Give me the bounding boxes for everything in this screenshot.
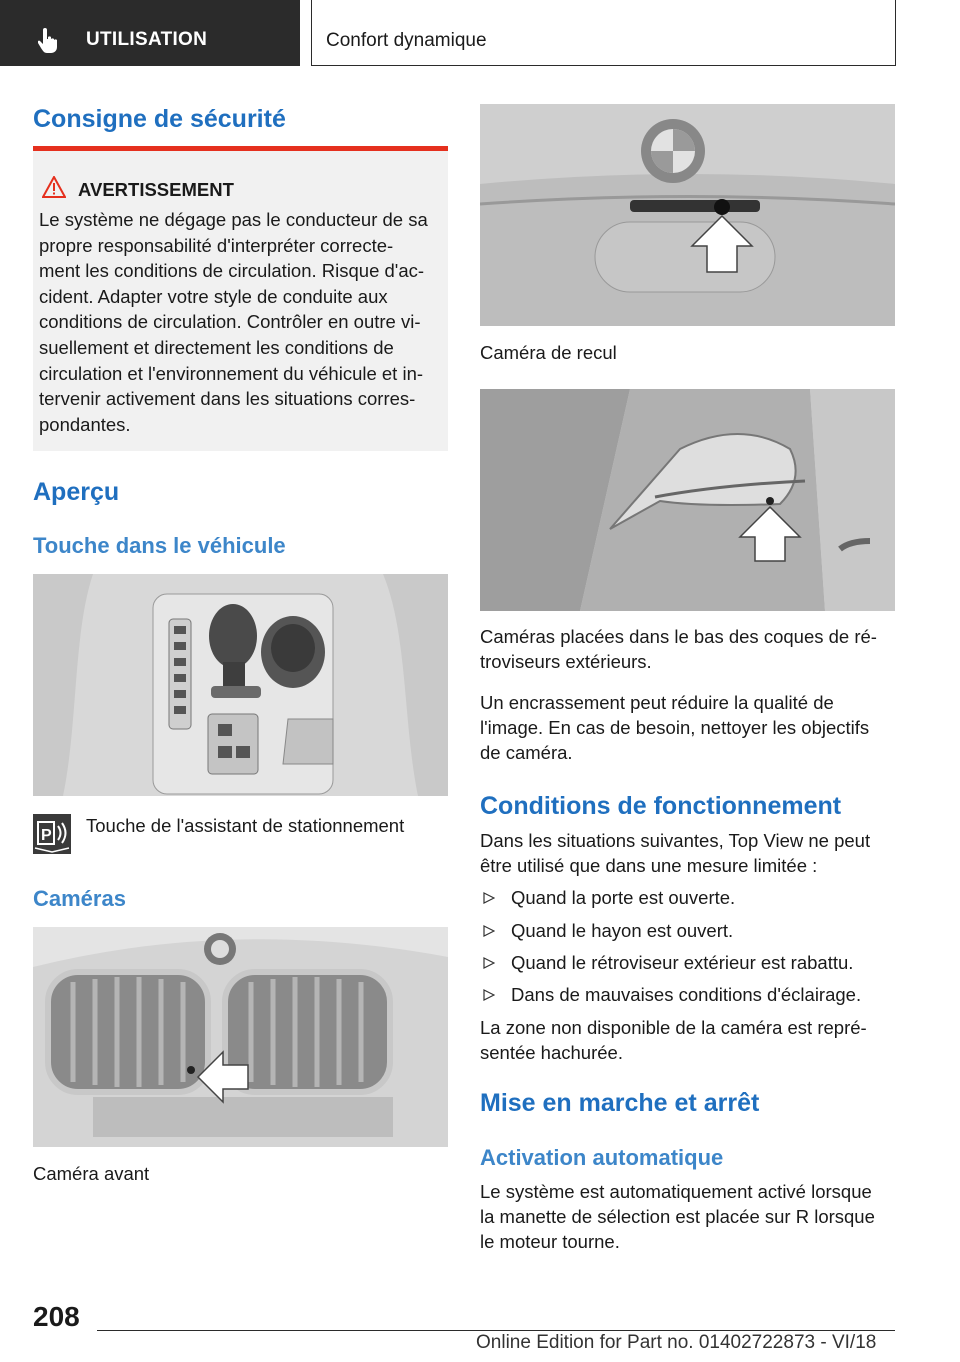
bullet-triangle-icon bbox=[483, 925, 495, 937]
text-line: l'image. En cas de besoin, nettoyer les objectifs bbox=[480, 717, 870, 738]
text-line: Le système est automatiquement activé lorsque bbox=[480, 1181, 872, 1202]
text-line: le moteur tourne. bbox=[480, 1231, 620, 1252]
text-line: de caméra. bbox=[480, 742, 573, 763]
rear-camera-caption: Caméra de recul bbox=[480, 342, 617, 363]
text-line: Dans les situations suivantes, Top View ne peut bbox=[480, 830, 871, 851]
list-item-text: Quand le hayon est ouvert. bbox=[511, 920, 734, 941]
safety-heading: Consigne de sécurité bbox=[33, 105, 286, 133]
console-image bbox=[33, 574, 448, 796]
hand-pointer-icon bbox=[38, 28, 60, 54]
warning-triangle-icon bbox=[42, 176, 66, 198]
conditions-intro bbox=[480, 828, 870, 878]
mirror-caption bbox=[480, 624, 877, 674]
conditions-heading: Conditions de fonctionnement bbox=[480, 792, 842, 820]
svg-text:P: P bbox=[41, 827, 52, 844]
auto-activation-subheading: Activation automatique bbox=[480, 1145, 724, 1170]
text-line: être utilisé que dans une mesure limitée : bbox=[480, 855, 818, 876]
text-line: La zone non disponible de la caméra est repré‐ bbox=[480, 1017, 867, 1038]
list-item-text: Dans de mauvaises conditions d'éclairage. bbox=[511, 984, 862, 1005]
bullet-triangle-icon bbox=[483, 989, 495, 1001]
list-item-text: Quand la porte est ouverte. bbox=[511, 887, 736, 908]
section-tab bbox=[0, 0, 300, 66]
onoff-heading: Mise en marche et arrêt bbox=[480, 1089, 760, 1117]
overview-heading: Aperçu bbox=[33, 478, 120, 506]
bullet-triangle-icon bbox=[483, 892, 495, 904]
bullet-triangle-icon bbox=[483, 957, 495, 969]
chapter-label: Confort dynamique bbox=[326, 30, 487, 51]
warning-line: circulation et l'environnement du véhicule et in‐ bbox=[39, 362, 424, 384]
page-header bbox=[0, 0, 960, 66]
text-line: troviseurs extérieurs. bbox=[480, 651, 652, 672]
front-camera-image bbox=[33, 927, 448, 1147]
warning-line: cident. Adapter votre style de conduite aux bbox=[39, 285, 388, 307]
mirror-camera-image bbox=[480, 389, 895, 611]
chapter-tab bbox=[311, 0, 896, 66]
warning-line: ment les conditions de circulation. Risque d'ac‐ bbox=[39, 260, 425, 282]
warning-line: tervenir activement dans les situations corres‐ bbox=[39, 388, 416, 410]
text-line: la manette de sélection est placée sur R lorsque bbox=[480, 1206, 875, 1227]
front-camera-caption: Caméra avant bbox=[33, 1163, 150, 1184]
cameras-subheading: Caméras bbox=[33, 886, 126, 911]
text-line: Un encrassement peut réduire la qualité de bbox=[480, 692, 834, 713]
warning-line: propre responsabilité d'interpréter correcte‐ bbox=[39, 234, 394, 256]
warning-box bbox=[33, 146, 448, 451]
warning-line: Le système ne dégage pas le conducteur de sa bbox=[39, 209, 428, 230]
button-subheading: Touche dans le véhicule bbox=[33, 533, 286, 558]
edition-note: Online Edition for Part no. 01402722873 - VI/18 bbox=[476, 1332, 877, 1353]
conditions-note bbox=[480, 1015, 867, 1065]
park-assist-button-icon bbox=[33, 814, 71, 854]
rear-camera-image bbox=[480, 104, 895, 326]
dirt-paragraph bbox=[480, 690, 869, 765]
page-number: 208 bbox=[33, 1301, 80, 1332]
text-line: Caméras placées dans le bas des coques de ré‐ bbox=[480, 626, 877, 647]
list-item-text: Quand le rétroviseur extérieur est rabattu. bbox=[511, 952, 854, 973]
text-line: sentée hachurée. bbox=[480, 1042, 623, 1063]
button-caption: Touche de l'assistant de stationnement bbox=[86, 815, 405, 836]
warning-title: AVERTISSEMENT bbox=[78, 179, 234, 200]
warning-text bbox=[39, 207, 443, 437]
warning-line: pondantes. bbox=[39, 413, 131, 435]
section-label: UTILISATION bbox=[86, 29, 208, 50]
auto-activation-text bbox=[480, 1179, 875, 1254]
footer-divider bbox=[97, 1330, 895, 1331]
warning-line: suellement et directement les conditions de bbox=[39, 336, 394, 358]
warning-line: conditions de circulation. Contrôler en outre vi‐ bbox=[39, 311, 421, 333]
